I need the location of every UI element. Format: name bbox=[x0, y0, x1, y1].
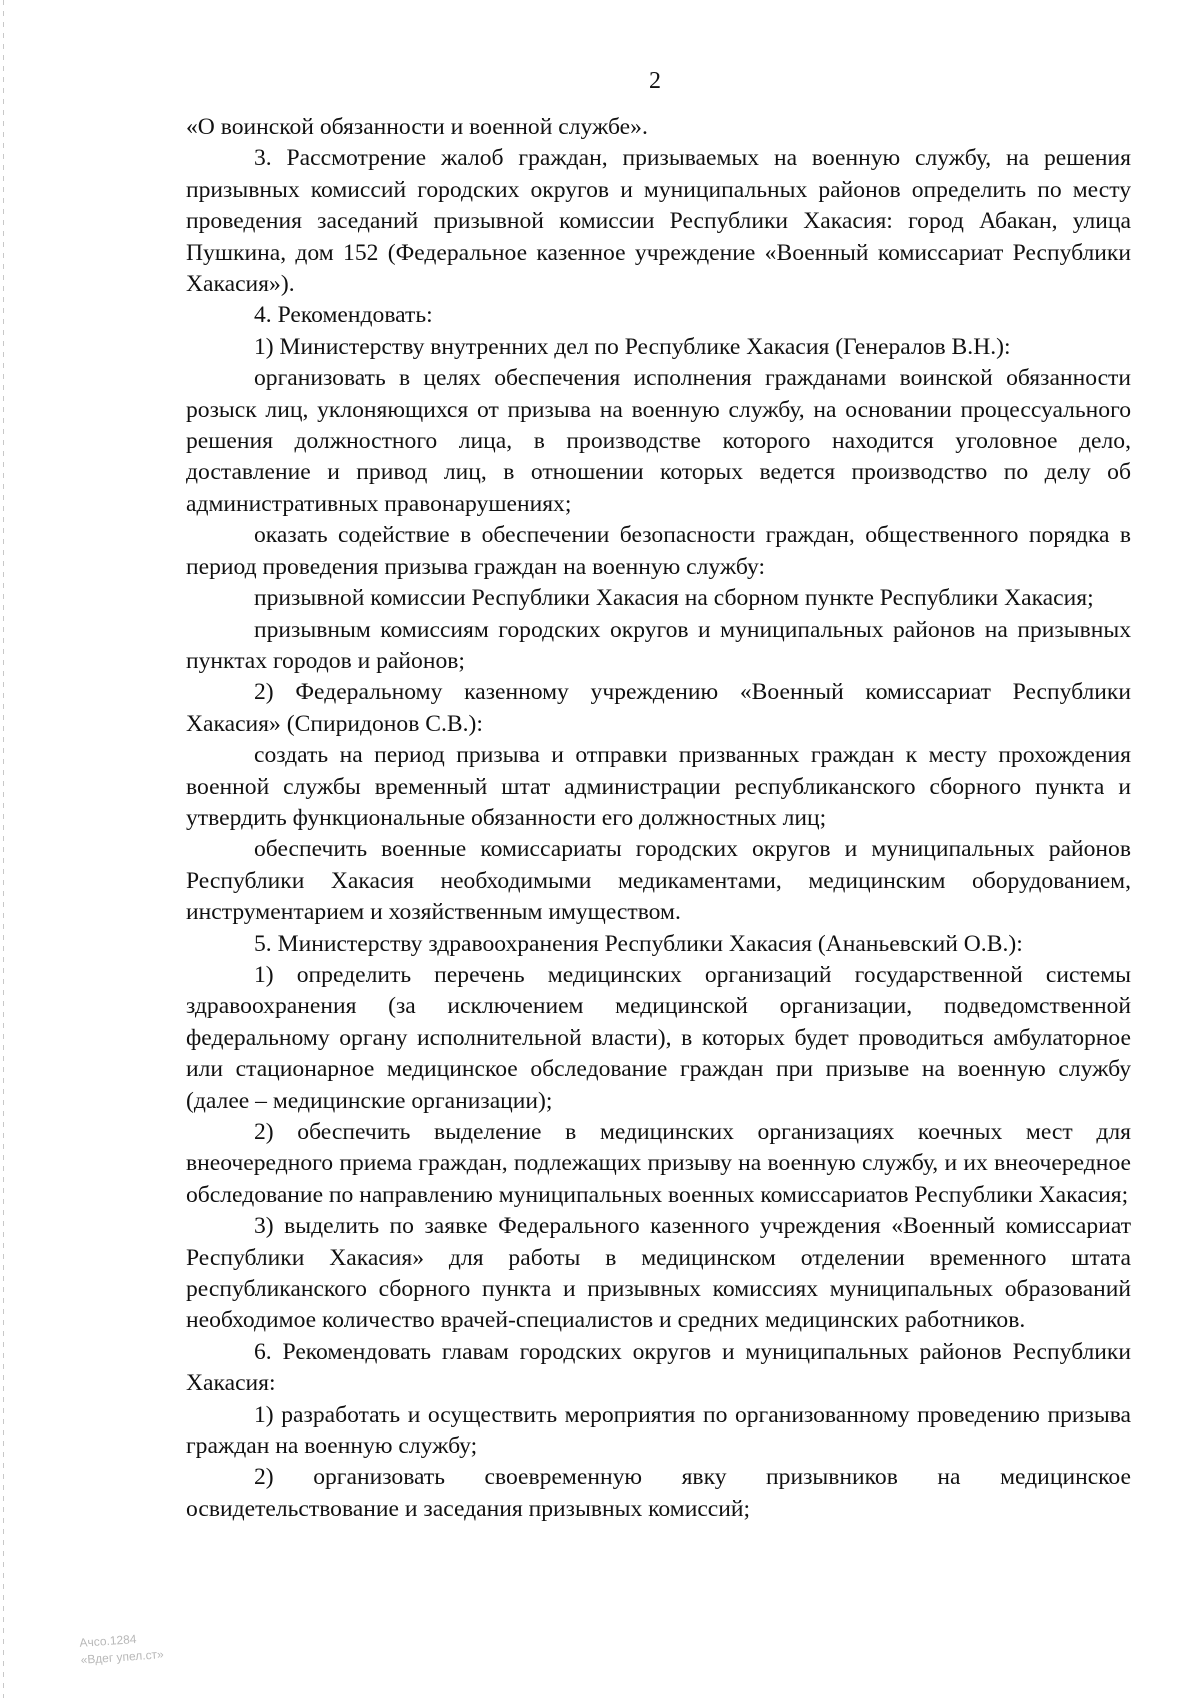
paragraph: призывной комиссии Республики Хакасия на сборном пункте Республики Хакасия; bbox=[254, 585, 1094, 612]
paragraph: организовать в целях обеспечения исполнения гражданами воинской обязанности розыск лиц, уклоняющихся от призыва на военную службу, на основании процессуального решения должностного лица, в производстве которого находится уголовное дело, доставление и привод лиц, в отношении которых ведется производство по делу об административных правонарушениях; bbox=[186, 365, 1131, 517]
paragraph: 4. Рекомендовать: bbox=[254, 302, 433, 329]
paragraph: 1) определить перечень медицинских организаций государственной системы здравоохранения (за исключением медицинской организации, подведомственной федеральному органу исполнительной власти), в которых будет проводиться амбулаторное или стационарное медицинское обследование граждан при призыве на военную службу (далее – медицинские организации); bbox=[186, 961, 1131, 1114]
paragraph: 5. Министерству здравоохранения Республики Хакасия (Ананьевский О.В.): bbox=[254, 930, 1023, 957]
paragraph: 2) обеспечить выделение в медицинских организациях коечных мест для внеочередного приема граждан, подлежащих призыву на военную службу, и их внеочередное обследование по направлению муниципальных военных комиссариатов Республики Хакасия; bbox=[186, 1119, 1131, 1208]
paragraph: обеспечить военные комиссариаты городских округов и муниципальных районов Республики Хакасия необходимыми медикаментами, медицинским оборудованием, инструментарием и хозяйственным имуществом. bbox=[186, 836, 1131, 926]
paragraph: создать на период призыва и отправки призванных граждан к месту прохождения военной службы временный штат администрации республиканского сборного пункта и утвердить функциональные обязанности его должностных лиц; bbox=[186, 742, 1131, 831]
document-body bbox=[186, 112, 1131, 1525]
paragraph: 2) организовать своевременную явку призывников на медицинское освидетельствование и заседания призывных комиссий; bbox=[186, 1464, 1131, 1522]
paragraph: 2) Федеральному казенному учреждению «Военный комиссариат Республики Хакасия» (Спиридонов С.В.): bbox=[186, 679, 1131, 737]
page-number: 2 bbox=[649, 68, 661, 94]
paragraph: «О воинской обязанности и военной службе». bbox=[186, 114, 648, 140]
paragraph: 1) разработать и осуществить мероприятия по организованному проведению призыва граждан на военную службу; bbox=[186, 1401, 1131, 1460]
corner-note-line-2: «Вдег упел.ст» bbox=[80, 1647, 165, 1667]
scan-edge-line bbox=[3, 0, 4, 1698]
paragraph: 3) выделить по заявке Федерального казенного учреждения «Военный комиссариат Республики Хакасия» для работы в медицинском отделении временного штата республиканского сборного пункта и призывных комиссиях муниципальных образований необходимое количество врачей-специалистов и средних медицинских работников. bbox=[186, 1213, 1131, 1334]
paragraph: 3. Рассмотрение жалоб граждан, призываемых на военную службу, на решения призывных комиссий городских округов и муниципальных районов определить по месту проведения заседаний призывной комиссии Республики Хакасия: город Абакан, улица Пушкина, дом 152 (Федеральное казенное учреждение «Военный комиссариат Республики Хакасия»). bbox=[186, 145, 1131, 298]
corner-note-line-1: Ачсо.1284 bbox=[78, 1631, 137, 1650]
paragraph: оказать содействие в обеспечении безопасности граждан, общественного порядка в период проведения призыва граждан на военную службу: bbox=[186, 522, 1131, 580]
paragraph: призывным комиссиям городских округов и муниципальных районов на призывных пунктах городов и районов; bbox=[186, 616, 1131, 674]
paragraph: 1) Министерству внутренних дел по Республике Хакасия (Генералов В.Н.): bbox=[254, 333, 1011, 360]
corner-note bbox=[79, 1629, 164, 1669]
paragraph: 6. Рекомендовать главам городских округов и муниципальных районов Республики Хакасия: bbox=[186, 1338, 1131, 1397]
